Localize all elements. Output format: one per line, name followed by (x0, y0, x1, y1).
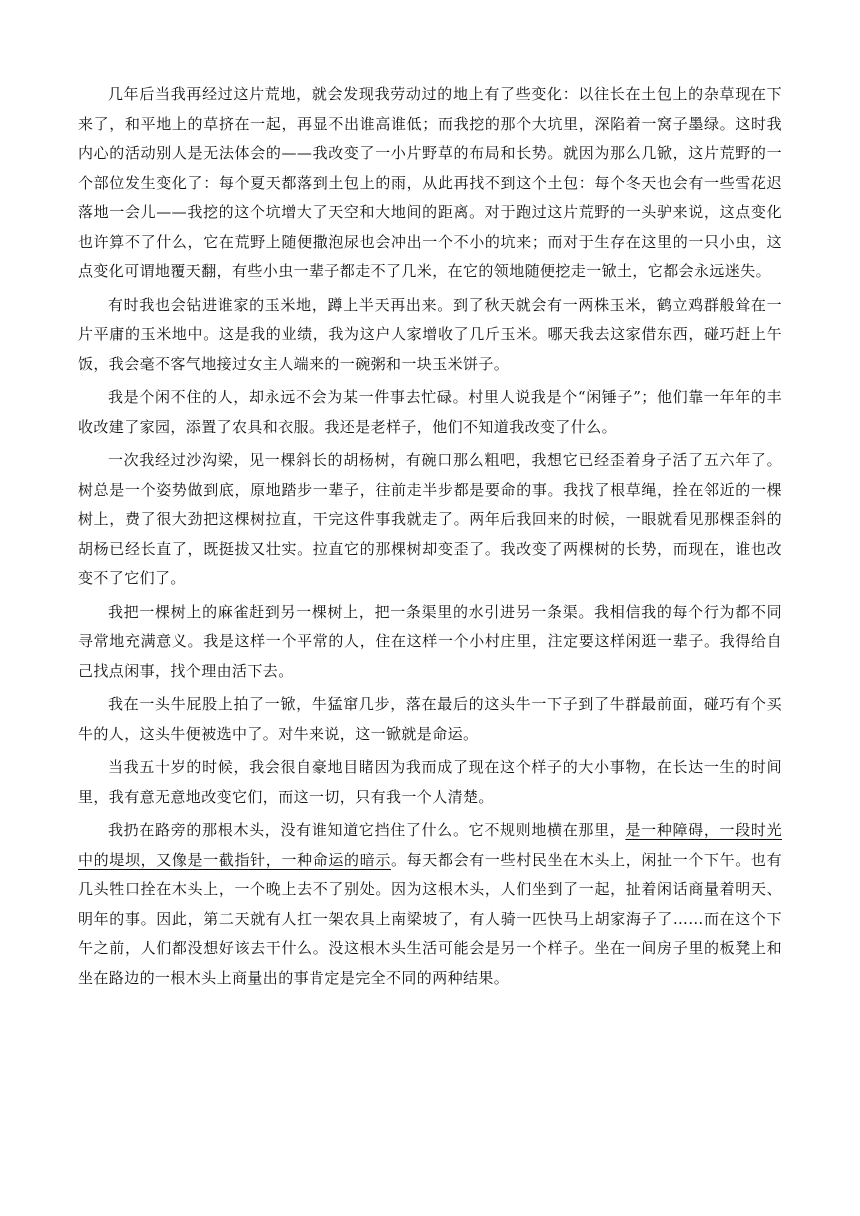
article-body (78, 80, 782, 997)
underlined-sentence: 是一种障碍，一段时光中的堤坝，又像是一截指针，一种命运的暗示 (78, 821, 782, 869)
paragraph-6: 我在一头牛屁股上拍了一锨，牛猛窜几步，落在最后的这头牛一下子到了牛群最前面，碰巧有个买牛的人，这头牛便被选中了。对牛来说，这一锨就是命运。 (78, 695, 782, 743)
paragraph-8 (78, 816, 782, 993)
paragraph-5: 我把一棵树上的麻雀赶到另一棵树上，把一条渠里的水引进另一条渠。我相信我的每个行为都不同寻常地充满意义。我是这样一个平常的人，住在这样一个小村庄里，注定要这样闲逛一辈子。我得给自己找点闲事，找个理由活下去。 (78, 602, 782, 680)
paragraph-1: 几年后当我再经过这片荒地，就会发现我劳动过的地上有了些变化：以往长在土包上的杂草现在下来了，和平地上的草挤在一起，再显不出谁高谁低；而我挖的那个大坑里，深陷着一窝子墨绿。这时我内心的活动别人是无法体会的——我改变了一小片野草的布局和长势。就因为那么几锨，这片荒野的一个部位发生变化了：每个夏天都落到土包上的雨，从此再找不到这个土包：每个冬天也会有一些雪花迟落地一会儿——我挖的这个坑增大了天空和大地间的距离。对于跑过这片荒野的一头驴来说，这点变化也许算不了什么，它在荒野上随便撒泡尿也会冲出一个不小的坑来；而对于生存在这里的一只小虫，这点变化可谓地覆天翻，有些小虫一辈子都走不了几米，在它的领地随便挖走一锨土，它都会永远迷失。 (78, 85, 782, 280)
paragraph-3: 我是个闲不住的人，却永远不会为某一件事去忙碌。村里人说我是个“闲锤子”；他们靠一年年的丰收改建了家园，添置了农具和衣服。我还是老样子，他们不知道我改变了什么。 (78, 388, 782, 436)
paragraph-2: 有时我也会钻进谁家的玉米地，蹲上半天再出来。到了秋天就会有一两株玉米，鹤立鸡群般耸在一片平庸的玉米地中。这是我的业绩，我为这户人家增收了几斤玉米。哪天我去这家借东西，碰巧赶上午饭，我会毫不客气地接过女主人端来的一碗粥和一块玉米饼子。 (78, 295, 782, 373)
paragraph-7: 当我五十岁的时候，我会很自豪地目睹因为我而成了现在这个样子的大小事物，在长达一生的时间里，我有意无意地改变它们，而这一切，只有我一个人清楚。 (78, 758, 782, 806)
paragraph-4: 一次我经过沙沟梁，见一棵斜长的胡杨树，有碗口那么粗吧，我想它已经歪着身子活了五六年了。树总是一个姿势做到底，原地踏步一辈子，往前走半步都是要命的事。我找了根草绳，拴在邻近的一棵树上，费了很大劲把这棵树拉直，干完这件事我就走了。两年后我回来的时候，一眼就看见那棵歪斜的胡杨已经长直了，既挺拔又壮实。拉直它的那棵树却变歪了。我改变了两棵树的长势，而现在，谁也改变不了它们了。 (78, 451, 782, 587)
paragraph-8-before: 我扔在路旁的那根木头，没有谁知道它挡住了什么。它不规则地横在那里， (108, 821, 626, 839)
paragraph-8-after: 。每天都会有一些村民坐在木头上，闲扯一个下午。也有几头牲口拴在木头上，一个晚上去不了别处。因为这根木头，人们坐到了一起，扯着闲话商量着明天、明年的事。因此，第二天就有人扛一架农具上南梁坡了，有人骑一匹快马上胡家海子了……而在这个下午之前，人们都没想好该去干什么。没这根木头生活可能会是另一个样子。坐在一间房子里的板凳上和坐在路边的一根木头上商量出的事肯定是完全不同的两种结果。 (78, 850, 782, 987)
